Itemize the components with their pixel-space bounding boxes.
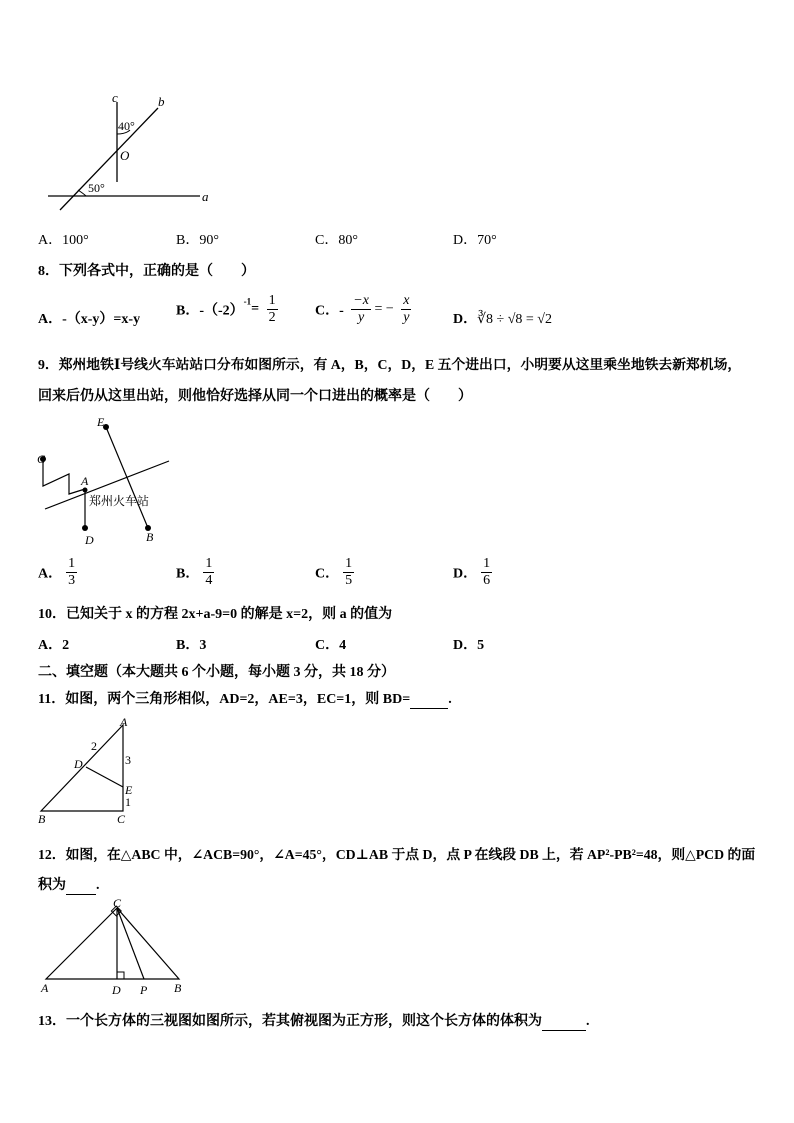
q9-b-fraction	[203, 556, 214, 589]
q9-a-fraction	[66, 556, 77, 589]
q9-c-fraction	[343, 556, 354, 589]
q10-option-d[interactable]: D．5	[453, 638, 485, 653]
q9-c-num: 1	[345, 556, 353, 571]
q12-segment-cp	[117, 908, 144, 979]
label-b: b	[158, 94, 165, 109]
q8-b-den: 2	[268, 310, 276, 325]
q9-b-den: 4	[205, 573, 213, 588]
q11-label-c: C	[117, 812, 126, 826]
q13-end: .	[586, 1014, 590, 1029]
q9-line-e-b	[106, 427, 148, 528]
q12-figure	[36, 896, 188, 996]
q8-c-prefix: C．-	[315, 303, 344, 319]
q9-c-den: 5	[345, 573, 353, 588]
q9-label-b: B	[146, 530, 154, 544]
q8-b-prefix: B．-（-2）	[176, 303, 244, 319]
q9-label-c: C	[37, 452, 46, 466]
q9-a-num: 1	[68, 556, 76, 571]
q9-option-a[interactable]	[38, 556, 77, 589]
q12-triangle-abc	[46, 908, 179, 979]
q9-station-label: 郑州火车站	[89, 494, 150, 508]
label-O: O	[120, 148, 130, 163]
q11-label-d: D	[74, 757, 83, 771]
q9-stem-line-1: 9．郑州地铁Ⅰ号线火车站站口分布如图所示，有 A，B，C，D，E 五个进出口，小明要从这里乘坐地铁去新郑机场，	[38, 357, 742, 372]
q9-option-b[interactable]	[176, 556, 214, 589]
q11-label-b: B	[38, 812, 46, 826]
q9-point-a	[83, 488, 88, 493]
q11-figure	[36, 715, 146, 830]
q8-option-d[interactable]	[453, 308, 552, 328]
q8-c-fraction-1	[351, 293, 371, 326]
q8-c-den1: y	[358, 310, 365, 325]
q8-b-fraction	[267, 293, 278, 326]
q10-option-b[interactable]: B．3	[176, 638, 207, 653]
q12-label-d: D	[112, 983, 121, 996]
q9-label-a: A	[81, 474, 89, 488]
angle-50: 50°	[88, 181, 105, 195]
q9-d-label: D．	[453, 566, 478, 582]
q12-end: .	[96, 878, 100, 893]
q8-d-expr: ∛8 ÷ √8 = √2	[477, 312, 552, 327]
q12-stem-line-2	[38, 874, 100, 895]
q9-path-c-d	[43, 459, 85, 528]
q9-a-den: 3	[68, 573, 76, 588]
q8-option-c[interactable]	[315, 293, 411, 326]
q9-c-label: C．	[315, 566, 340, 582]
q11-stem	[38, 688, 452, 709]
q9-point-d	[82, 525, 88, 531]
q7-option-d[interactable]: D．70°	[453, 233, 497, 248]
q11-stem-text: 11．如图，两个三角形相似，AD=2，AE=3，EC=1，则 BD=	[38, 692, 411, 707]
q12-right-angle-d	[117, 972, 124, 979]
q9-d-den: 6	[483, 573, 491, 588]
q8-c-mid: = −	[374, 301, 394, 317]
q9-figure	[35, 414, 175, 549]
q8-option-a[interactable]: A．-（x-y）=x-y	[38, 312, 141, 327]
q8-c-fraction-2	[401, 293, 411, 326]
q9-b-label: B．	[176, 566, 200, 582]
q8-stem: 8．下列各式中，正确的是（ ）	[38, 264, 255, 279]
q8-c-den2: y	[403, 310, 410, 325]
q8-b-num: 1	[268, 293, 276, 308]
q13-stem-text: 13．一个长方体的三视图如图所示，若其俯视图为正方形，则这个长方体的体积为	[38, 1014, 542, 1029]
q11-label-2: 2	[91, 739, 97, 753]
q12-answer-blank[interactable]	[66, 878, 96, 895]
q7-option-b[interactable]: B．90°	[176, 233, 219, 248]
q12-label-a: A	[41, 981, 49, 995]
q9-d-num: 1	[483, 556, 491, 571]
q11-label-1: 1	[125, 795, 131, 809]
q13-stem	[38, 1010, 590, 1031]
q9-option-c[interactable]	[315, 556, 354, 589]
q12-label-b: B	[174, 981, 182, 995]
q11-end: .	[448, 692, 452, 707]
q10-option-c[interactable]: C．4	[315, 638, 347, 653]
angle-40: 40°	[118, 119, 135, 133]
q11-label-e: E	[125, 783, 133, 797]
q10-option-a[interactable]: A．2	[38, 638, 70, 653]
q9-option-d[interactable]	[453, 556, 492, 589]
label-a: a	[202, 189, 209, 204]
q8-d-prefix: D．	[453, 312, 478, 327]
q8-option-b[interactable]	[176, 293, 278, 326]
q9-a-label: A．	[38, 566, 63, 582]
section-heading-fill-in: 二、填空题（本大题共 6 个小题，每小题 3 分，共 18 分）	[38, 665, 395, 680]
q8-c-num1: −x	[353, 293, 369, 308]
q11-label-a: A	[120, 715, 128, 729]
q12-stem-text: 积为	[38, 878, 66, 893]
q8-b-eq: =	[251, 301, 260, 317]
q8-c-num2: x	[403, 293, 410, 308]
q11-segment-de	[86, 767, 123, 787]
line-b	[60, 108, 158, 210]
q9-stem-line-2: 回来后仍从这里出站，则他恰好选择从同一个口进出的概率是（ ）	[38, 389, 472, 404]
q7-option-c[interactable]: C．80°	[315, 233, 358, 248]
q9-d-fraction	[481, 556, 492, 589]
q9-label-d: D	[85, 533, 94, 547]
angle-arc-50	[78, 190, 86, 196]
q11-label-3: 3	[125, 753, 131, 767]
q8-b-exp: -1	[243, 296, 252, 307]
q10-stem: 10．已知关于 x 的方程 2x+a-9=0 的解是 x=2，则 a 的值为	[38, 607, 393, 622]
q11-answer-blank[interactable]	[410, 692, 448, 709]
q7-option-a[interactable]: A．100°	[38, 233, 89, 248]
q9-b-num: 1	[205, 556, 213, 571]
q12-label-c: C	[113, 896, 122, 910]
q12-label-p: P	[140, 983, 148, 996]
q13-answer-blank[interactable]	[542, 1014, 586, 1031]
q9-label-e: E	[97, 415, 105, 429]
label-c: c	[112, 90, 118, 105]
q7-figure	[40, 90, 230, 215]
q12-stem-line-1: 12．如图，在△ABC 中，∠ACB=90°，∠A=45°，CD⊥AB 于点 D，点 P 在线段 DB 上，若 AP²-PB²=48，则△PCD 的面	[38, 847, 756, 862]
